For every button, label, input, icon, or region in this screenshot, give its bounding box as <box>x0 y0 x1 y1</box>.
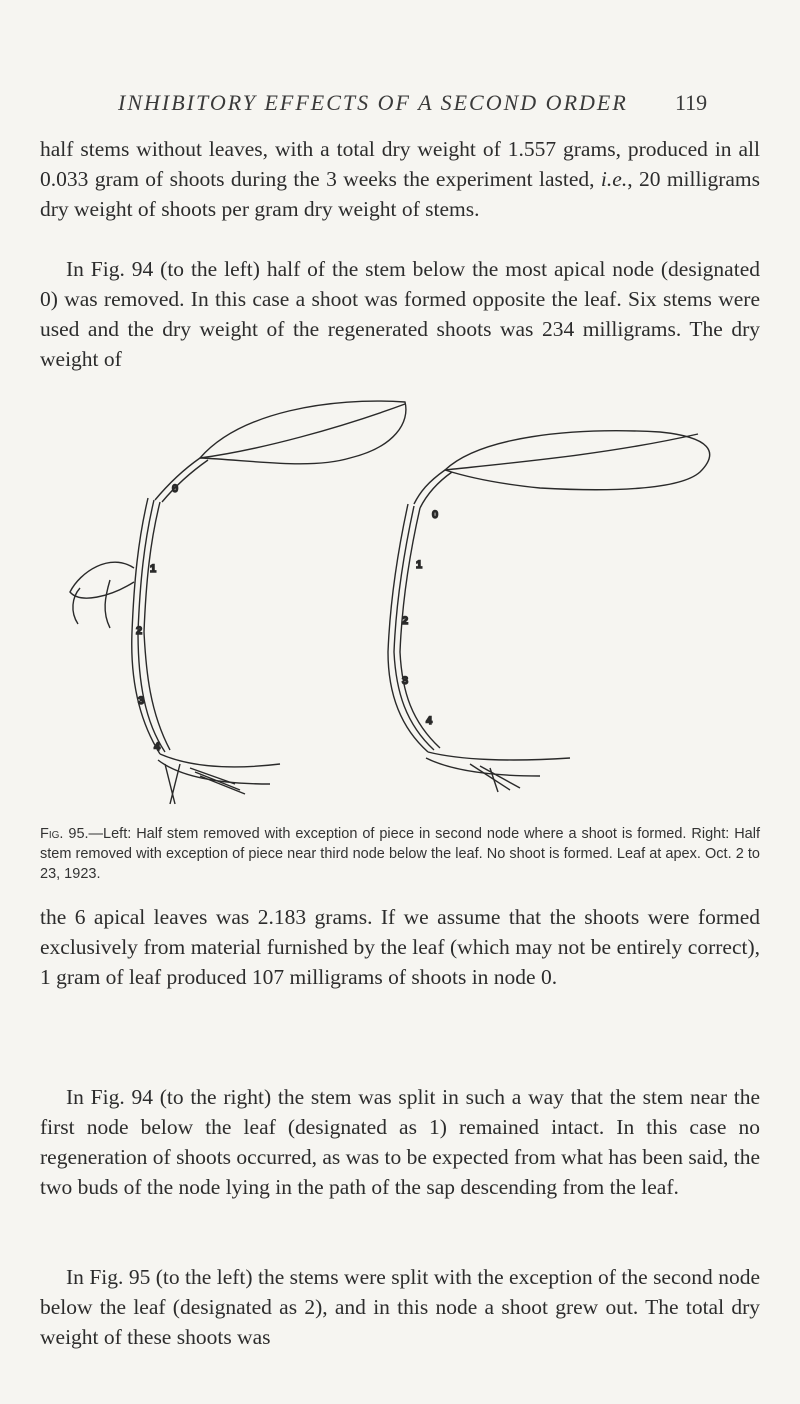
paragraph-1 <box>40 134 760 224</box>
left-node-label-2: 2 <box>136 625 143 637</box>
right-node-label-1: 1 <box>416 559 423 571</box>
page-header <box>0 76 800 116</box>
left-node-label-3: 3 <box>138 695 145 707</box>
left-shoot <box>70 562 134 598</box>
figure-caption <box>40 824 760 884</box>
left-leaf <box>200 401 406 464</box>
right-specimen <box>388 431 710 792</box>
right-node-label-0: 0 <box>432 509 439 521</box>
caption-label: Fig. 95. <box>40 826 89 842</box>
caption-text: —Left: Half stem removed with exception of piece in second node where a shoot is formed. Right: Half stem removed with exception of piece near third node below the leaf. No shoot is formed. Leaf at apex. Oct. 2 to 23, 1923. <box>40 826 760 882</box>
ie-abbreviation: i.e. <box>600 167 628 191</box>
right-leaf-midrib <box>445 434 698 470</box>
paragraph-4: In Fig. 94 (to the right) the stem was split in such a way that the stem near the first node below the leaf (designated as 1) remained intact. In this case no regeneration of shoots occurred, as was to be expected from what has been said, the two buds of the node lying in the path of the sap descending from the leaf. <box>40 1085 760 1199</box>
paragraph-3: the 6 apical leaves was 2.183 grams. If we assume that the shoots were formed exclusively from material furnished by the leaf (which may not be entirely correct), 1 gram of leaf produced 107 milligrams of shoots in node 0. <box>40 905 760 989</box>
figure-95 <box>50 392 750 812</box>
left-node-label-4: 4 <box>154 741 161 753</box>
page-number: 119 <box>675 90 708 115</box>
running-title: INHIBITORY EFFECTS OF A SECOND ORDER <box>118 90 628 115</box>
left-specimen <box>70 401 409 804</box>
right-node-label-2: 2 <box>402 615 409 627</box>
paragraph-1-part-a: half stems without leaves, with a total dry weight of 1.557 grams, produced in all 0.033 gram of shoots during the 3 weeks the experiment lasted, <box>40 137 760 191</box>
paragraph-2: In Fig. 94 (to the left) half of the stem below the most apical node (designated 0) was removed. In this case a shoot was formed opposite the leaf. Six stems were used and the dry weight of the regenerated shoots was 234 milligrams. The dry weight of <box>40 257 760 371</box>
paragraph-5: In Fig. 95 (to the left) the stems were split with the exception of the second node below the leaf (designated as 2), and in this node a shoot grew out. The total dry weight of these shoots was <box>40 1265 760 1349</box>
stem-illustration <box>50 392 750 812</box>
right-node-label-3: 3 <box>402 675 409 687</box>
right-node-label-4: 4 <box>426 715 433 727</box>
left-node-label-1: 1 <box>150 563 157 575</box>
left-node-label-0: 0 <box>172 483 179 495</box>
paragraph-1-part-b: , 20 milligrams dry weight of shoots per gram dry weight of stems. <box>40 167 760 221</box>
